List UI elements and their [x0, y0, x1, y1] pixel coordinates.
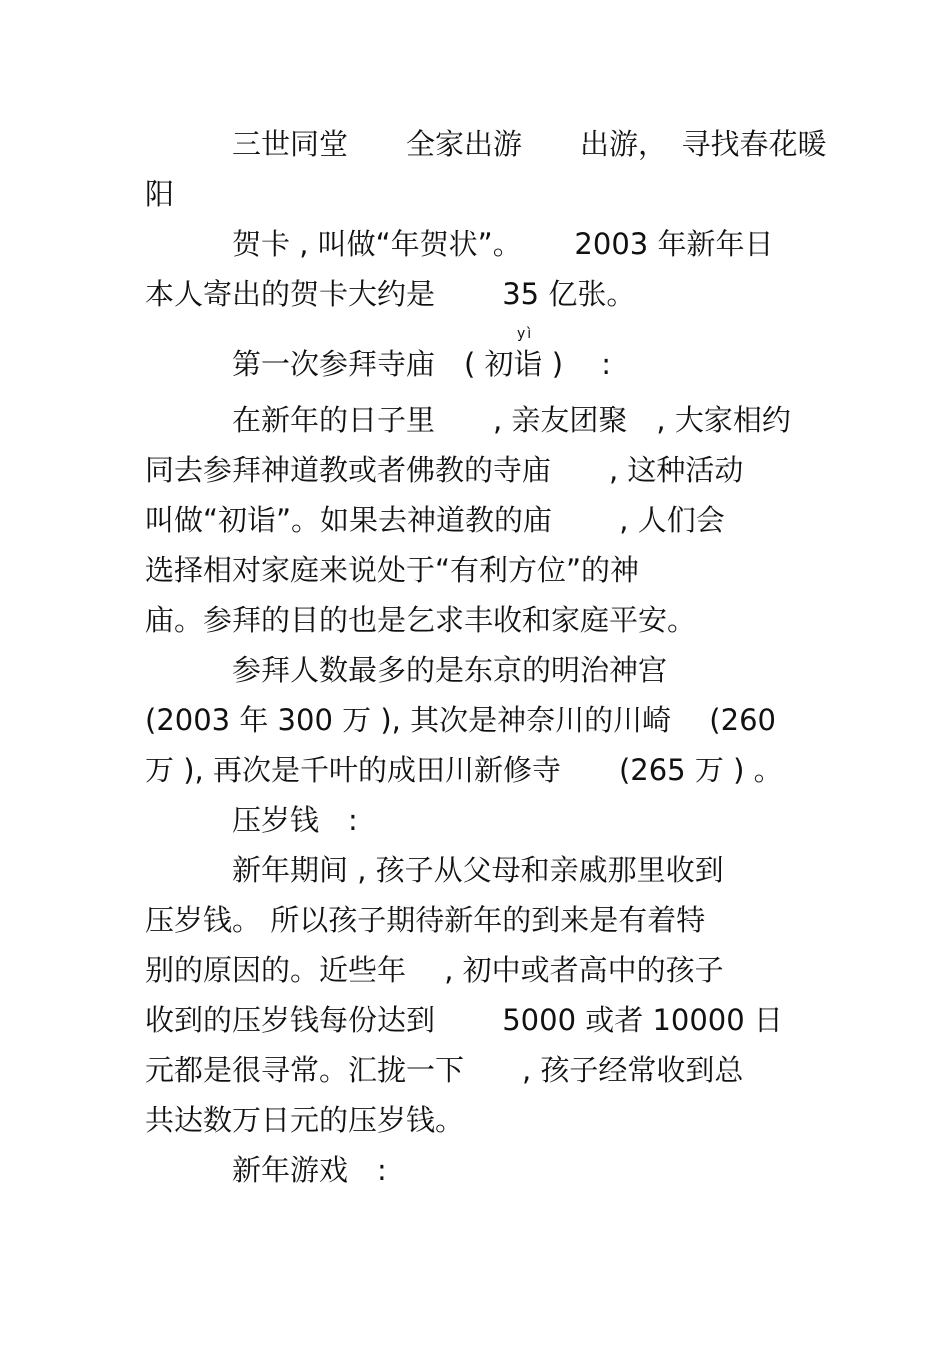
text-line: 收到的压岁钱每份达到 5000 或者 10000 日: [145, 1003, 783, 1037]
text-line: 选择相对家庭来说处于“有利方位”的神: [145, 553, 640, 587]
text-line: 新年期间 , 孩子从父母和亲戚那里收到: [145, 853, 724, 887]
text-line: 压岁钱。 所以孩子期待新年的到来是有着特: [145, 903, 706, 937]
text-line: 在新年的日子里 , 亲友团聚 , 大家相约: [145, 403, 791, 437]
text-line: 万 ), 再次是千叶的成田川新修寺 (265 万 ) 。: [145, 753, 783, 787]
text-line: 叫做“初诣”。如果去神道教的庙 , 人们会: [145, 503, 725, 537]
text-line: 别的原因的。近些年 , 初中或者高中的孩子: [145, 953, 724, 987]
text-line: 元都是很寻常。汇拢一下 , 孩子经常收到总: [145, 1053, 744, 1087]
section-heading: 新年游戏 :: [145, 1153, 387, 1187]
section-heading: 压岁钱 :: [145, 803, 358, 837]
text-line: (2003 年 300 万 ), 其次是神奈川的川崎 (260: [145, 703, 776, 737]
text-line: 共达数万日元的压岁钱。: [145, 1103, 465, 1137]
section-heading: 第一次参拜寺庙 ( 初诣 ) :: [145, 347, 612, 381]
text-line: 同去参拜神道教或者佛教的寺庙 , 这种活动: [145, 453, 744, 487]
text-line: 参拜人数最多的是东京的明治神宫: [145, 653, 668, 687]
pinyin-annotation: yì: [517, 326, 534, 342]
text-line: 庙。参拜的目的也是乞求丰收和家庭平安。: [145, 603, 697, 637]
text-line: 阳: [145, 177, 175, 211]
text-line: 贺卡 , 叫做“年贺状”。 2003 年新年日: [145, 227, 774, 261]
text-line: 本人寄出的贺卡大约是 35 亿张。: [145, 277, 636, 311]
text-line: 三世同堂 全家出游 出游， 寻找春花暖: [145, 127, 827, 161]
